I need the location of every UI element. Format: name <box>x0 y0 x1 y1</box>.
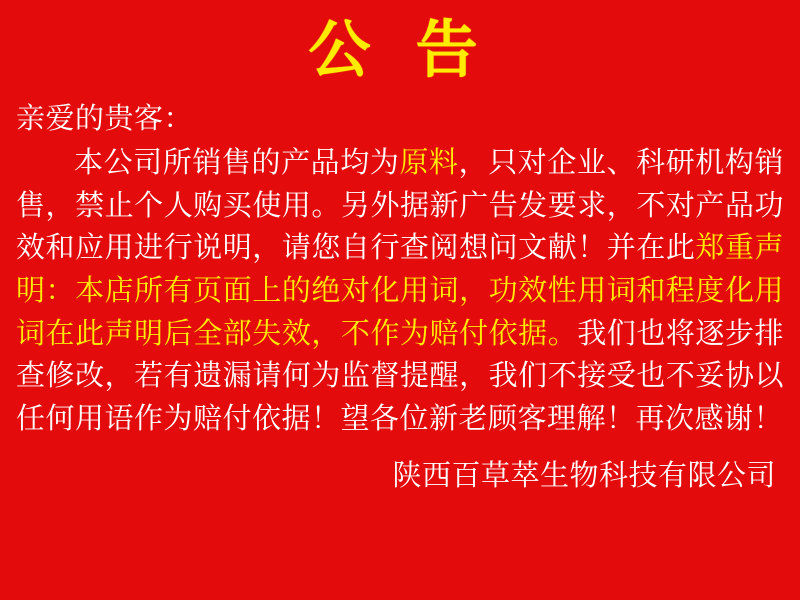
paragraph-segment-pre: 本公司所销售的产品均为 <box>74 147 400 180</box>
notice-body <box>0 90 800 441</box>
company-signature: 陕西百草萃生物科技有限公司 <box>392 459 776 492</box>
paragraph-segment-end: 我们也将逐步排查修改，若有遗漏请何为监督提醒，我们不接受也不妥协以任何用语作为赔付依据！望各位新老顾客理解！再次感谢！ <box>16 317 784 435</box>
paragraph-segment-mid: ，只对企业、科研机构销售，禁止个人购买使用。另外据新广告发要求，不对产品功效和应用进行说明，请您自行查阅想问文献！并在此 <box>16 147 784 265</box>
highlight-raw-material: 原料 <box>399 147 459 180</box>
main-paragraph <box>16 142 784 440</box>
salutation-line: 亲爱的贵客： <box>16 102 194 135</box>
page-title: 公 告 <box>308 16 492 85</box>
highlight-solemn-statement: 郑重声明：本店所有页面上的绝对化用词，功效性用词和程度化用词在此声明后全部失效，不作为赔付依据。 <box>16 232 784 350</box>
